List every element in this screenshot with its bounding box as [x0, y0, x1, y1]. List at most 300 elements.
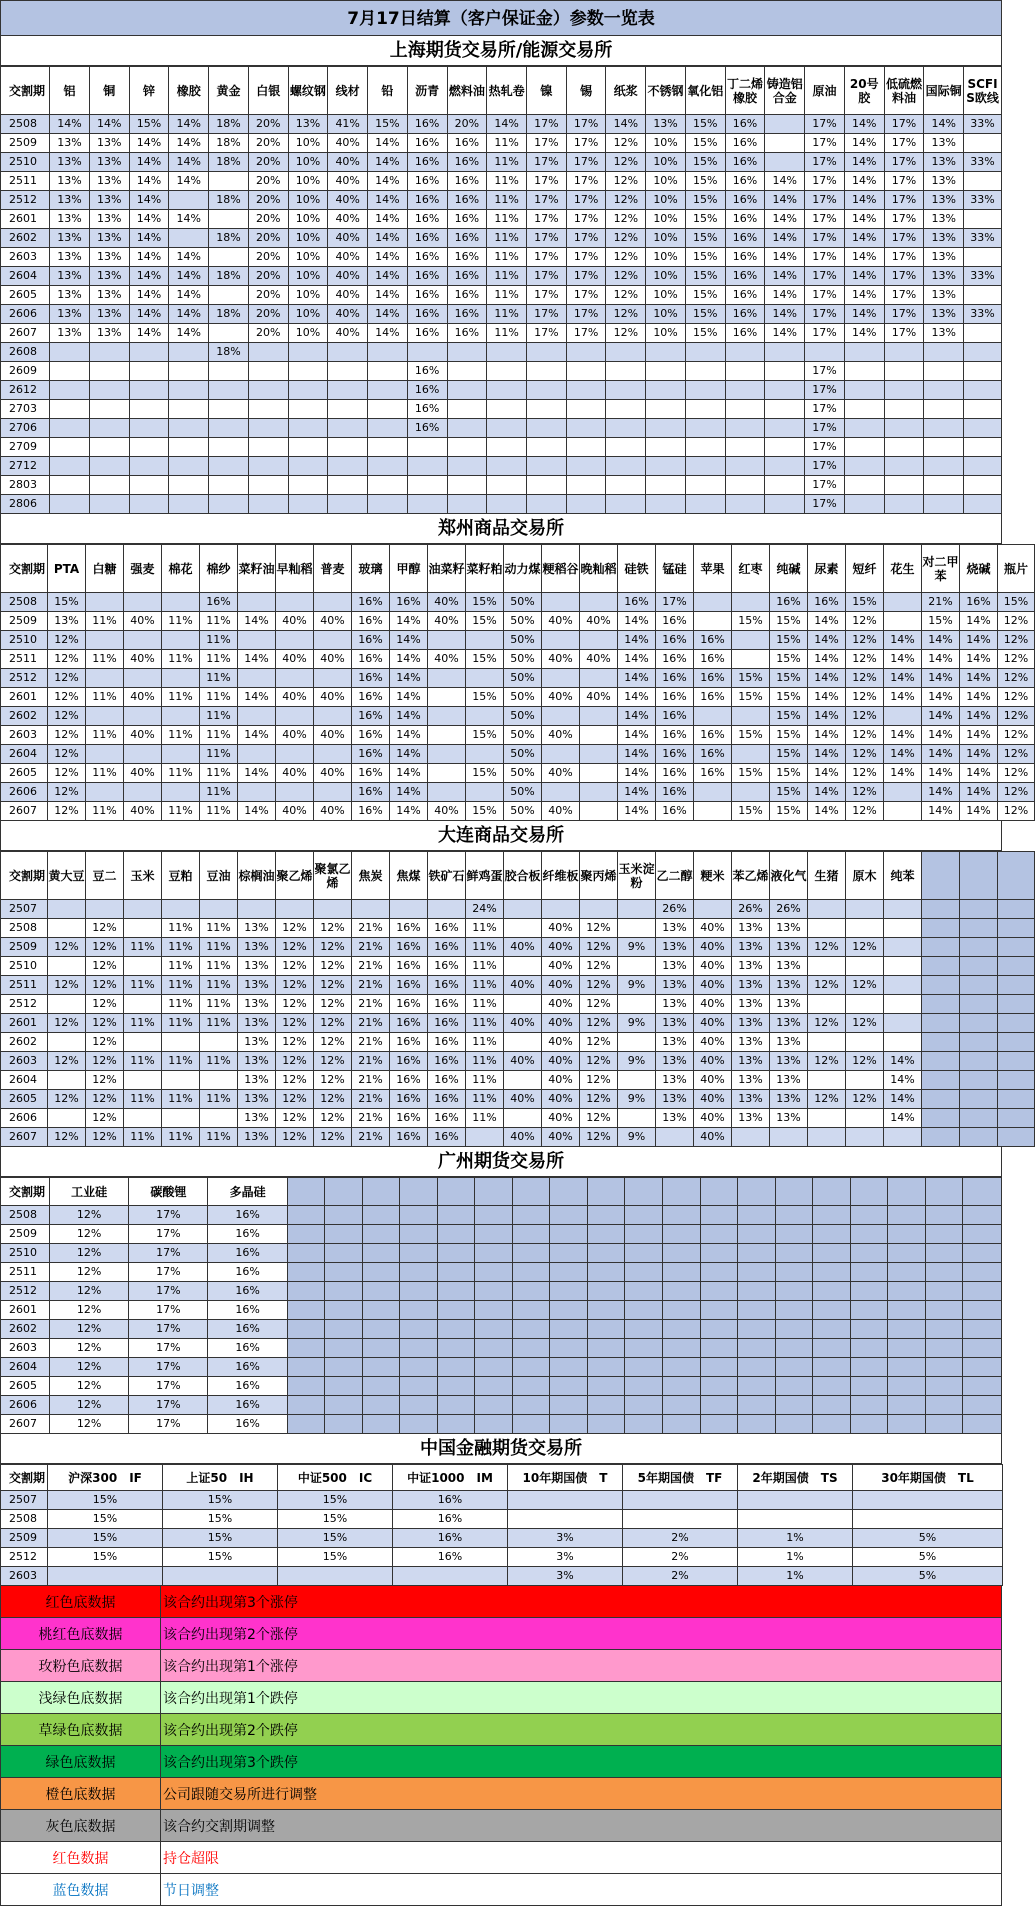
- filler-cell: [625, 1225, 663, 1244]
- legend-row: [0, 1586, 1002, 1618]
- table-row: [1, 669, 1035, 688]
- dce-header-6: 棕榈油: [238, 852, 276, 900]
- margin-cell: 13%: [50, 248, 90, 267]
- margin-cell: 14%: [390, 650, 428, 669]
- margin-cell: [964, 248, 1002, 267]
- filler-cell: [512, 1225, 550, 1244]
- margin-cell: [50, 400, 90, 419]
- margin-cell: 33%: [964, 191, 1002, 210]
- filler-cell: [625, 1358, 663, 1377]
- margin-cell: [368, 495, 408, 514]
- margin-cell: 11%: [162, 802, 200, 821]
- margin-cell: 14%: [129, 191, 169, 210]
- margin-cell: 50%: [504, 688, 542, 707]
- margin-cell: 14%: [368, 210, 408, 229]
- margin-cell: 11%: [86, 688, 124, 707]
- margin-cell: 16%: [656, 631, 694, 650]
- margin-cell: 17%: [566, 210, 606, 229]
- margin-cell: 12%: [606, 267, 646, 286]
- table-row: [1, 995, 1035, 1014]
- margin-cell: [765, 362, 805, 381]
- margin-cell: 11%: [200, 957, 238, 976]
- margin-cell: [732, 593, 770, 612]
- margin-cell: 13%: [732, 1071, 770, 1090]
- margin-cell: 13%: [770, 995, 808, 1014]
- margin-cell: [694, 900, 732, 919]
- margin-cell: 50%: [504, 650, 542, 669]
- filler-cell: [437, 1415, 475, 1434]
- margin-cell: 16%: [407, 362, 447, 381]
- delivery-code: 2605: [1, 1377, 50, 1396]
- margin-cell: 13%: [238, 1014, 276, 1033]
- margin-cell: [48, 995, 86, 1014]
- margin-cell: 50%: [504, 707, 542, 726]
- margin-cell: 50%: [504, 745, 542, 764]
- margin-cell: [48, 957, 86, 976]
- legend-description: 持仓超限: [163, 1850, 219, 1867]
- margin-cell: [884, 400, 924, 419]
- filler-cell: [550, 1339, 588, 1358]
- shfe-header-21: 20号胶: [844, 67, 884, 115]
- margin-cell: 13%: [924, 172, 964, 191]
- filler-cell: [738, 1415, 776, 1434]
- margin-cell: 11%: [124, 1014, 162, 1033]
- filler-cell: [963, 1244, 1002, 1263]
- filler-cell: [775, 1358, 813, 1377]
- delivery-code: 2709: [1, 438, 50, 457]
- margin-cell: 11%: [124, 1090, 162, 1109]
- legend: [0, 1586, 1002, 1906]
- margin-cell: 17%: [884, 286, 924, 305]
- margin-cell: 40%: [328, 305, 368, 324]
- delivery-code: 2607: [1, 1415, 50, 1434]
- margin-cell: 12%: [998, 669, 1035, 688]
- margin-cell: 14%: [884, 1109, 922, 1128]
- filler-cell: [700, 1225, 738, 1244]
- margin-cell: 16%: [208, 1244, 287, 1263]
- filler-cell: [625, 1320, 663, 1339]
- filler-cell: [775, 1206, 813, 1225]
- margin-cell: 15%: [770, 726, 808, 745]
- margin-cell: 17%: [566, 153, 606, 172]
- table-row: [1, 495, 1002, 514]
- delivery-code: 2607: [1, 802, 48, 821]
- margin-cell: 14%: [922, 726, 960, 745]
- shfe-header-9: 铅: [368, 67, 408, 115]
- margin-cell: [618, 957, 656, 976]
- margin-cell: [248, 457, 288, 476]
- margin-cell: 12%: [276, 1033, 314, 1052]
- margin-cell: 13%: [924, 191, 964, 210]
- filler-cell: [738, 1396, 776, 1415]
- margin-cell: [924, 457, 964, 476]
- filler-cell: [700, 1358, 738, 1377]
- margin-cell: 14%: [922, 669, 960, 688]
- margin-cell: [466, 745, 504, 764]
- margin-cell: 12%: [86, 919, 124, 938]
- margin-cell: [248, 400, 288, 419]
- margin-cell: 12%: [276, 976, 314, 995]
- legend-row: [0, 1682, 1002, 1714]
- margin-cell: 14%: [368, 305, 408, 324]
- margin-cell: 16%: [656, 764, 694, 783]
- margin-cell: 14%: [390, 707, 428, 726]
- margin-cell: 13%: [656, 1033, 694, 1052]
- margin-cell: [504, 900, 542, 919]
- margin-cell: 12%: [846, 1014, 884, 1033]
- margin-cell: [276, 900, 314, 919]
- margin-cell: 14%: [808, 612, 846, 631]
- margin-cell: 17%: [526, 191, 566, 210]
- margin-cell: 15%: [770, 764, 808, 783]
- margin-cell: 17%: [884, 172, 924, 191]
- margin-cell: 14%: [390, 783, 428, 802]
- filler-cell: [925, 1415, 963, 1434]
- margin-cell: [846, 1071, 884, 1090]
- czce-header-1: PTA: [48, 545, 86, 593]
- margin-cell: [922, 1014, 960, 1033]
- margin-cell: 14%: [368, 134, 408, 153]
- margin-cell: 17%: [526, 153, 566, 172]
- margin-cell: 15%: [685, 153, 725, 172]
- margin-cell: 14%: [368, 248, 408, 267]
- margin-cell: [504, 1071, 542, 1090]
- czce-header-17: 锰硅: [656, 545, 694, 593]
- margin-cell: 14%: [765, 267, 805, 286]
- table-row: [1, 726, 1035, 745]
- margin-cell: 20%: [248, 172, 288, 191]
- filler-cell: [700, 1282, 738, 1301]
- margin-cell: 11%: [200, 726, 238, 745]
- margin-cell: 12%: [86, 1052, 124, 1071]
- filler-cell: [400, 1339, 438, 1358]
- czce-header-10: 甲醇: [390, 545, 428, 593]
- margin-cell: 12%: [846, 726, 884, 745]
- margin-cell: 11%: [200, 783, 238, 802]
- margin-cell: 12%: [50, 1339, 129, 1358]
- margin-cell: 13%: [924, 305, 964, 324]
- margin-cell: [606, 495, 646, 514]
- margin-cell: [526, 400, 566, 419]
- margin-cell: [248, 495, 288, 514]
- filler-cell: [888, 1263, 926, 1282]
- delivery-code: 2512: [1, 995, 48, 1014]
- margin-cell: 10%: [646, 191, 686, 210]
- margin-cell: 15%: [685, 210, 725, 229]
- margin-cell: 16%: [428, 1090, 466, 1109]
- table-row: [1, 248, 1002, 267]
- filler-cell: [813, 1320, 851, 1339]
- filler-cell: [963, 1301, 1002, 1320]
- filler-cell: [325, 1339, 363, 1358]
- margin-cell: [542, 707, 580, 726]
- margin-cell: 40%: [542, 919, 580, 938]
- margin-cell: 14%: [487, 115, 527, 134]
- dce-header-7: 聚乙烯: [276, 852, 314, 900]
- margin-cell: 13%: [89, 172, 129, 191]
- margin-cell: 20%: [248, 248, 288, 267]
- delivery-code: 2603: [1, 1567, 48, 1586]
- cffex-header-8: 30年期国债 TL: [853, 1465, 1003, 1491]
- margin-cell: 2%: [623, 1529, 738, 1548]
- margin-cell: [964, 457, 1002, 476]
- margin-cell: 40%: [428, 593, 466, 612]
- filler-cell: [813, 1263, 851, 1282]
- margin-cell: 14%: [844, 324, 884, 343]
- filler-cell: [738, 1178, 776, 1206]
- margin-cell: 17%: [805, 457, 845, 476]
- legend-row: [0, 1714, 1002, 1746]
- margin-cell: [846, 957, 884, 976]
- margin-cell: 12%: [846, 976, 884, 995]
- margin-cell: 14%: [765, 210, 805, 229]
- margin-cell: 15%: [770, 802, 808, 821]
- margin-cell: 18%: [209, 115, 249, 134]
- margin-cell: 40%: [542, 1052, 580, 1071]
- margin-cell: 12%: [606, 134, 646, 153]
- margin-cell: 5%: [853, 1548, 1003, 1567]
- margin-cell: 14%: [844, 115, 884, 134]
- margin-cell: 14%: [169, 267, 209, 286]
- filler-cell: [888, 1377, 926, 1396]
- margin-cell: 11%: [487, 229, 527, 248]
- margin-cell: 40%: [542, 1014, 580, 1033]
- margin-cell: 11%: [200, 707, 238, 726]
- margin-cell: [618, 1109, 656, 1128]
- margin-cell: [504, 957, 542, 976]
- cffex-header-3: 中证500 IC: [278, 1465, 393, 1491]
- margin-cell: 12%: [606, 229, 646, 248]
- legend-row: [0, 1778, 1002, 1810]
- filler-cell: [550, 1377, 588, 1396]
- margin-cell: [732, 707, 770, 726]
- filler-cell: [362, 1358, 400, 1377]
- margin-cell: [89, 476, 129, 495]
- margin-cell: 17%: [805, 229, 845, 248]
- filler-cell: [738, 1301, 776, 1320]
- czce-section-title: 郑州商品交易所: [0, 514, 1002, 544]
- filler-cell: [625, 1178, 663, 1206]
- margin-cell: [248, 438, 288, 457]
- margin-cell: [924, 438, 964, 457]
- filler-cell: [287, 1358, 325, 1377]
- margin-cell: [805, 343, 845, 362]
- margin-cell: 10%: [288, 229, 328, 248]
- margin-cell: [998, 938, 1035, 957]
- margin-cell: 14%: [390, 631, 428, 650]
- margin-cell: 15%: [278, 1491, 393, 1510]
- margin-cell: 17%: [129, 1396, 208, 1415]
- margin-cell: [209, 495, 249, 514]
- margin-cell: 17%: [129, 1358, 208, 1377]
- margin-cell: 11%: [487, 267, 527, 286]
- margin-cell: 13%: [732, 1052, 770, 1071]
- margin-cell: 17%: [526, 134, 566, 153]
- margin-cell: [89, 343, 129, 362]
- filler-cell: [287, 1206, 325, 1225]
- margin-cell: [765, 457, 805, 476]
- margin-cell: [238, 631, 276, 650]
- margin-cell: [960, 957, 998, 976]
- margin-cell: 10%: [646, 305, 686, 324]
- czce-header-16: 硅铁: [618, 545, 656, 593]
- margin-cell: 12%: [998, 764, 1035, 783]
- margin-cell: 40%: [428, 612, 466, 631]
- margin-cell: 11%: [466, 1014, 504, 1033]
- margin-cell: [606, 438, 646, 457]
- margin-cell: [694, 707, 732, 726]
- margin-cell: [566, 343, 606, 362]
- filler-cell: [775, 1377, 813, 1396]
- table-row: [1, 688, 1035, 707]
- margin-cell: 40%: [428, 650, 466, 669]
- margin-cell: [86, 669, 124, 688]
- filler-cell: [925, 1178, 963, 1206]
- margin-cell: 40%: [694, 1090, 732, 1109]
- czce-header-7: 早籼稻: [276, 545, 314, 593]
- margin-cell: 12%: [50, 1415, 129, 1434]
- margin-cell: 15%: [466, 688, 504, 707]
- margin-cell: 16%: [428, 976, 466, 995]
- margin-cell: [884, 419, 924, 438]
- margin-cell: [129, 495, 169, 514]
- margin-cell: 15%: [163, 1529, 278, 1548]
- delivery-code: 2706: [1, 419, 50, 438]
- margin-cell: 16%: [725, 286, 765, 305]
- margin-cell: [922, 919, 960, 938]
- margin-cell: [89, 419, 129, 438]
- margin-cell: 15%: [278, 1548, 393, 1567]
- margin-cell: 16%: [352, 802, 390, 821]
- margin-cell: [884, 1033, 922, 1052]
- margin-cell: 17%: [805, 381, 845, 400]
- filler-cell: [437, 1320, 475, 1339]
- margin-cell: 12%: [276, 1014, 314, 1033]
- margin-cell: 13%: [89, 267, 129, 286]
- filler-cell: [925, 1358, 963, 1377]
- czce-header-3: 强麦: [124, 545, 162, 593]
- margin-cell: [922, 900, 960, 919]
- margin-cell: [209, 210, 249, 229]
- margin-cell: 40%: [276, 688, 314, 707]
- margin-cell: [50, 381, 90, 400]
- margin-cell: 17%: [805, 191, 845, 210]
- margin-cell: 13%: [50, 172, 90, 191]
- margin-cell: 14%: [960, 669, 998, 688]
- margin-cell: 17%: [566, 134, 606, 153]
- margin-cell: 40%: [314, 764, 352, 783]
- margin-cell: 16%: [656, 669, 694, 688]
- shfe-header-4: 橡胶: [169, 67, 209, 115]
- margin-cell: [169, 476, 209, 495]
- margin-cell: 17%: [129, 1244, 208, 1263]
- margin-cell: 12%: [314, 919, 352, 938]
- margin-cell: 15%: [770, 631, 808, 650]
- margin-cell: 16%: [407, 115, 447, 134]
- margin-cell: 14%: [368, 286, 408, 305]
- filler-cell: [813, 1301, 851, 1320]
- dce-header-8: 聚氯乙烯: [314, 852, 352, 900]
- margin-cell: [248, 419, 288, 438]
- filler-cell: [550, 1396, 588, 1415]
- cffex-section-title: 中国金融期货交易所: [0, 1434, 1002, 1464]
- margin-cell: 14%: [844, 267, 884, 286]
- margin-cell: [884, 919, 922, 938]
- margin-cell: [428, 631, 466, 650]
- margin-cell: 16%: [447, 210, 487, 229]
- filler-cell: [700, 1415, 738, 1434]
- margin-cell: [998, 957, 1035, 976]
- filler-cell: [400, 1178, 438, 1206]
- filler-cell: [325, 1178, 363, 1206]
- margin-cell: [209, 248, 249, 267]
- margin-cell: 16%: [656, 612, 694, 631]
- margin-cell: 50%: [504, 593, 542, 612]
- margin-cell: 21%: [352, 1052, 390, 1071]
- margin-cell: 16%: [725, 172, 765, 191]
- margin-cell: 15%: [770, 669, 808, 688]
- margin-cell: [209, 457, 249, 476]
- margin-cell: [580, 745, 618, 764]
- margin-cell: 13%: [770, 976, 808, 995]
- margin-cell: [129, 419, 169, 438]
- table-row: [1, 362, 1002, 381]
- margin-cell: 13%: [89, 229, 129, 248]
- delivery-code: 2603: [1, 726, 48, 745]
- margin-cell: 16%: [407, 191, 447, 210]
- margin-cell: [526, 438, 566, 457]
- margin-cell: [646, 400, 686, 419]
- filler-cell: [362, 1377, 400, 1396]
- margin-cell: [393, 1567, 508, 1586]
- margin-cell: [844, 343, 884, 362]
- table-row: [1, 919, 1035, 938]
- filler-cell: [663, 1244, 701, 1263]
- margin-cell: [209, 362, 249, 381]
- filler-cell: [850, 1320, 888, 1339]
- table-row: [1, 1263, 1002, 1282]
- margin-cell: [328, 419, 368, 438]
- margin-cell: 9%: [618, 1128, 656, 1147]
- margin-cell: 13%: [732, 938, 770, 957]
- margin-cell: [922, 1109, 960, 1128]
- margin-cell: 17%: [805, 362, 845, 381]
- margin-cell: [884, 593, 922, 612]
- filler-cell: [925, 1244, 963, 1263]
- legend-description: 该合约出现第2个跌停: [163, 1722, 298, 1739]
- margin-cell: 14%: [618, 669, 656, 688]
- margin-cell: [542, 669, 580, 688]
- table-row: [1, 343, 1002, 362]
- delivery-code: 2511: [1, 650, 48, 669]
- delivery-code: 2605: [1, 286, 50, 305]
- margin-cell: 33%: [964, 305, 1002, 324]
- table-row: [1, 764, 1035, 783]
- margin-cell: 10%: [646, 229, 686, 248]
- margin-cell: [884, 495, 924, 514]
- margin-cell: 40%: [276, 764, 314, 783]
- filler-cell: [362, 1263, 400, 1282]
- margin-cell: 50%: [504, 764, 542, 783]
- margin-cell: [209, 438, 249, 457]
- margin-cell: 14%: [238, 764, 276, 783]
- margin-cell: 12%: [276, 919, 314, 938]
- czce-header-22: 短纤: [846, 545, 884, 593]
- margin-cell: 17%: [566, 191, 606, 210]
- filler-cell: [850, 1282, 888, 1301]
- legend-label: 草绿色底数据: [1, 1714, 161, 1745]
- margin-cell: 14%: [808, 726, 846, 745]
